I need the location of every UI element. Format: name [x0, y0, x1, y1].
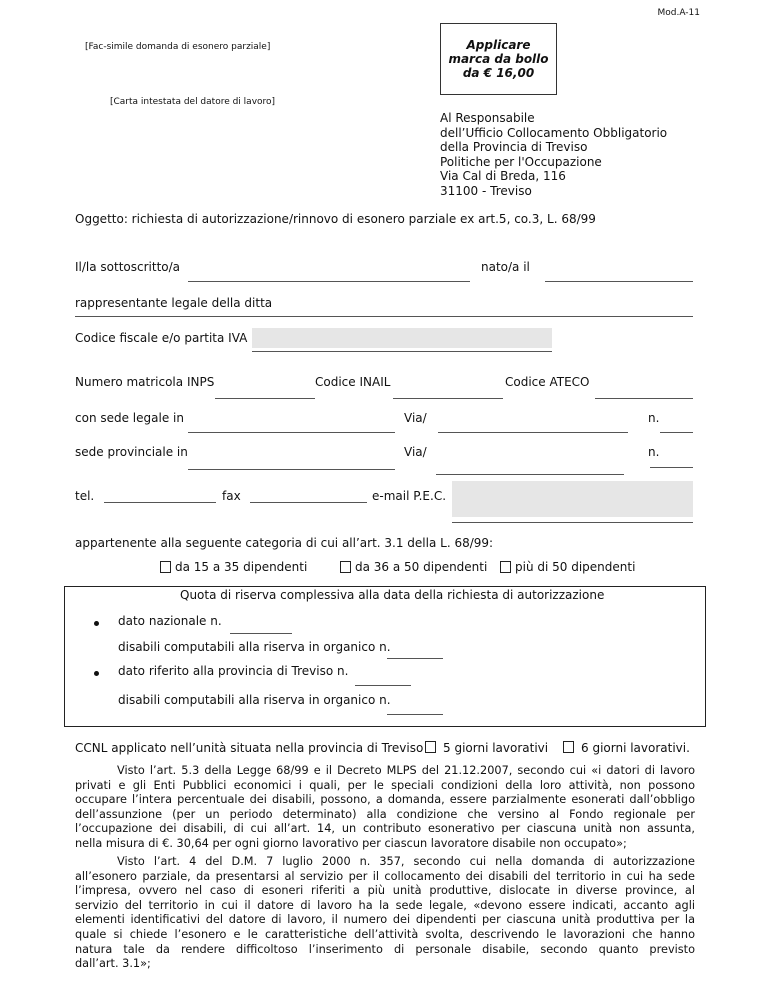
address-line: Via Cal di Breda, 116	[440, 169, 566, 183]
tax-code-underline	[252, 351, 552, 352]
tax-code-field[interactable]	[252, 328, 552, 348]
paragraph-line: privati e gli Enti Pubblici economici i quali, per le speciali condizioni della loro attività, non possono	[75, 778, 695, 792]
bullet-icon	[94, 621, 99, 626]
legal-seat-field[interactable]	[188, 432, 395, 433]
paragraph-line: servizio del territorio in cui il datore di lavoro ha la sede legale, «devono essere indicati, accanto agli	[75, 898, 695, 912]
address-line: 31100 - Treviso	[440, 183, 532, 198]
paragraph-line: quale si chiede l’esonero e le caratteristiche dell’attività svolta, descrivendo le lavorazioni che hanno	[75, 927, 695, 941]
paragraph-line: l’impresa, ovvero nel caso di esoneri riferiti a più unità produttive, dislocate in diverse province, al	[75, 884, 695, 898]
ateco-field[interactable]	[595, 398, 693, 399]
ccnl-option-label: 6 giorni lavorativi.	[581, 741, 690, 755]
address-line: della Provincia di Treviso	[440, 140, 588, 154]
paragraph-line: Visto l’art. 4 del D.M. 7 luglio 2000 n. 357, secondo cui nella domanda di autorizzazione	[117, 855, 695, 868]
paragraph-line: all’esonero parziale, da presentarsi al servizio per il collocamento dei disabili del territorio in cui ha sede	[75, 869, 695, 883]
form-code: Mod.A-11	[657, 8, 700, 18]
undersigned-label: Il/la sottoscritto/a	[75, 260, 181, 274]
email-underline	[452, 522, 693, 523]
address-line: dell’Ufficio Collocamento Obbligatorio	[440, 125, 668, 140]
recipient-address	[440, 111, 667, 198]
paragraph-law	[75, 764, 695, 852]
checkbox-36-50[interactable]	[340, 561, 351, 573]
fax-label: fax	[222, 489, 241, 503]
provincial-disabled-label: disabili computabili alla riserva in organico n.	[118, 693, 391, 707]
born-date-field[interactable]	[545, 281, 693, 282]
facsimile-label: [Fac-simile domanda di esonero parziale]	[85, 42, 271, 52]
category-option-label: da 36 a 50 dipendenti	[355, 560, 488, 574]
provincial-seat-number-field[interactable]	[650, 467, 693, 468]
checkbox-5-days[interactable]	[425, 741, 436, 753]
paragraph-line: natura tale da rendere difficoltoso l’inserimento di personale disabile, secondo quanto previsto	[75, 942, 695, 956]
legal-seat-street-field[interactable]	[438, 432, 628, 433]
checkbox-over-50[interactable]	[500, 561, 511, 573]
legal-rep-label: rappresentante legale della ditta	[75, 296, 273, 310]
paragraph-line: nella misura di €. 30,64 per ogni giorno lavorativo per ciascun lavoratore disabile non occupato»;	[75, 836, 627, 850]
stamp-line: Applicare	[466, 38, 531, 52]
category-intro: appartenente alla seguente categoria di cui all’art. 3.1 della L. 68/99:	[75, 536, 494, 550]
address-line: Politiche per l'Occupazione	[440, 154, 602, 169]
paragraph-line: elementi identificativi del datore di lavoro, il numero dei dipendenti per ciascuna unità produttiva per la	[75, 913, 695, 927]
via-label: Via/	[404, 411, 427, 425]
number-label: n.	[648, 445, 660, 459]
provincial-seat-field[interactable]	[188, 469, 395, 470]
subject-line: Oggetto: richiesta di autorizzazione/rinnovo di esonero parziale ex art.5, co.3, L. 68/99	[75, 212, 596, 226]
email-label: e-mail P.E.C.	[372, 489, 447, 503]
born-label: nato/a il	[481, 260, 530, 274]
paragraph-line: dell’assunzione (per un periodo determinato) alla condizione che versino al Fondo regionale per	[75, 807, 695, 821]
national-field[interactable]	[230, 633, 292, 634]
stamp-line: da € 16,00	[462, 66, 535, 80]
stamp-box	[440, 23, 557, 95]
company-field[interactable]	[75, 316, 693, 317]
paragraph-decree	[75, 855, 695, 972]
legal-seat-number-field[interactable]	[660, 432, 693, 433]
inail-field[interactable]	[393, 398, 503, 399]
ccnl-label: CCNL applicato nell’unità situata nella provincia di Treviso	[75, 741, 424, 755]
email-field[interactable]	[452, 481, 693, 517]
national-disabled-label: disabili computabili alla riserva in organico n.	[118, 640, 391, 654]
fax-field[interactable]	[250, 502, 367, 503]
paragraph-line: dall’art. 3.1»;	[75, 957, 151, 971]
national-label: dato nazionale n.	[118, 614, 222, 628]
address-line: Al Responsabile	[440, 111, 535, 125]
provincial-seat-street-field[interactable]	[436, 474, 624, 475]
provincial-label: dato riferito alla provincia di Treviso n.	[118, 664, 349, 678]
bullet-icon	[94, 671, 99, 676]
stamp-line: marca da bollo	[448, 52, 549, 66]
provincial-field[interactable]	[355, 685, 411, 686]
category-option-label: da 15 a 35 dipendenti	[175, 560, 308, 574]
letterhead-label: [Carta intestata del datore di lavoro]	[110, 97, 276, 107]
inps-field[interactable]	[215, 398, 315, 399]
legal-seat-label: con sede legale in	[75, 411, 184, 425]
inail-label: Codice INAIL	[315, 375, 391, 389]
checkbox-15-35[interactable]	[160, 561, 171, 573]
provincial-disabled-field[interactable]	[387, 714, 443, 715]
number-label: n.	[648, 411, 660, 425]
paragraph-line: Visto l’art. 5.3 della Legge 68/99 e il Decreto MLPS del 21.12.2007, secondo cui «i datori di lavoro	[117, 764, 695, 777]
provincial-seat-label: sede provinciale in	[75, 445, 188, 459]
tax-code-label: Codice fiscale e/o partita IVA	[75, 331, 248, 345]
quota-title: Quota di riserva complessiva alla data della richiesta di autorizzazione	[180, 588, 605, 602]
via-label: Via/	[404, 445, 427, 459]
paragraph-line: l’occupazione dei disabili, di cui all’art. 14, un contributo esonerativo per ciascuna unità non assunta,	[75, 822, 695, 836]
tel-field[interactable]	[104, 502, 216, 503]
checkbox-6-days[interactable]	[563, 741, 574, 753]
ateco-label: Codice ATECO	[505, 375, 590, 389]
national-disabled-field[interactable]	[387, 658, 443, 659]
ccnl-option-label: 5 giorni lavorativi	[443, 741, 549, 755]
tel-label: tel.	[75, 489, 95, 503]
inps-label: Numero matricola INPS	[75, 375, 215, 389]
undersigned-field[interactable]	[188, 281, 470, 282]
category-option-label: più di 50 dipendenti	[515, 560, 636, 574]
paragraph-line: occupare l’intera percentuale dei disabili, possono, a domanda, essere parzialmente esonerati dall’obbligo	[75, 793, 695, 807]
